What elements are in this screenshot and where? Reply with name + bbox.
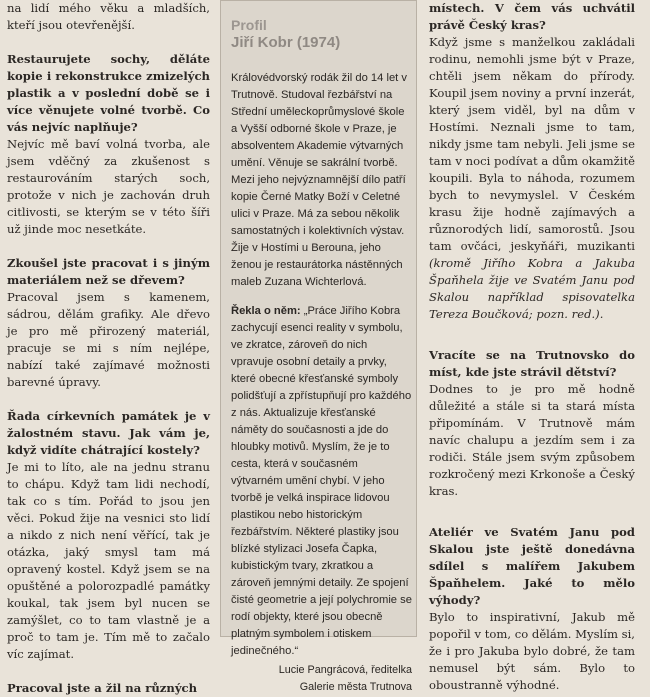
answer-4-text: Když jsme s manželkou zakládali rodinu, nemohli jsme být v Praze, chtěli jsem někam do přírody. Koupil jsem noviny a první inzerát, který jsem viděl, byl na dům v Hostími. Neznali jsme to tam, nikdy jsme tam nebyli. Jeli jsme se tam v noci podívat a dům okamžitě koupili. Byla to náhoda, rozumem bych to nevymyslel. V Českém krasu žije hodně zajímavých a různorodých lidí, samorostů. Jsou tam ovčáci, jeskyňáři, muzikanti bbox=[429, 35, 635, 253]
article-column-right bbox=[429, 0, 635, 692]
profile-bio: Královédvorský rodák žil do 14 let v Trutnově. Studoval řezbářství na Střední uměleckoprůmyslové škole a Vyšší odborné škole v Praze, je absolventem Akademie výtvarných umění. Věnuje se sakrální tvorbě. Mezi jeho nejvýznamnější dílo patří kopie Černé Matky Boží v Celetné ulici v Praze. Má za sebou několik samostatných i kolektivních výstav. Žije v Hostími u Berouna, jeho ženou je restaurátorka nástěnných maleb Zuzana Wichterlová. bbox=[231, 72, 407, 288]
profile-name: Jiří Kobr (1974) bbox=[231, 34, 341, 51]
question-1: Restaurujete sochy, děláte kopie i rekonstrukce zmizelých plastik a v poslední době se i více věnujete volné tvorbě. Co vás nejvíc naplňuje? bbox=[7, 52, 210, 134]
question-4: Pracoval jste a žil na různých bbox=[7, 681, 198, 695]
quote-label: Řekla o něm: bbox=[231, 305, 301, 317]
answer-6: Bylo to inspirativní, Jakub mě popořil v tom, co dělám. Myslím si, že i pro Jakuba bylo dobré, že tam nemusel být sám. Bylo to oboustranně výhodné. bbox=[429, 610, 635, 692]
question-5: Vracíte se na Trutnovsko do míst, kde jste strávil dětství? bbox=[429, 348, 635, 379]
article-column-left bbox=[7, 0, 210, 695]
question-2: Zkoušel jste pracovat i s jiným materiálem než se dřevem? bbox=[7, 256, 210, 287]
profile-quote bbox=[231, 303, 412, 660]
answer-5: Dodnes to je pro mě hodně důležité a stále si ta stará místa připomínám. V Trutnově mám navíc chalupu a jezdím sem i za rodiči. Stále jsem svým způsobem rozkročený mezi Krkonoše a Český kras. bbox=[429, 382, 635, 498]
question-3: Řada církevních památek je v žalostném stavu. Jak vám je, když vidíte chátrající kostely? bbox=[7, 409, 210, 457]
quote-text: „Práce Jiřího Kobra zachycují esenci reality v symbolu, ve zkratce, zároveň do nich vpravuje osobní detaily a prvky, které obecné křesťanské symboly polidšťují a zpřístupňují pro každého z nás. Aktualizuje křesťanské náměty do současnosti a jde do hloubky motivů. Myslím, že je to cesta, která v současném výtvarném umění chybí. V jeho tvorbě je velká inspirace lidovou plastikou nebo historickým řezbářstvím. Některé plastiky jsou blízké stylizaci Josefa Čapka, kubistickým tvary, zkratkou a zároveň jemnými detaily. Ze spojení čisté geometrie a její polychromie se rodí objekty, které jsou obecně platným symbolem i otiskem jedinečného.“ bbox=[231, 305, 412, 657]
answer-2: Pracoval jsem s kamenem, sádrou, dělám grafiky. Ale dřevo je pro mě přirozený materiál, pracuje se mi s ním nejlépe, nabízí také zajímavé možnosti barevné úpravy. bbox=[7, 290, 210, 389]
intro-text: na lidí mého věku a mladších, kteří jsou otevřenější. bbox=[7, 1, 210, 32]
quote-author: Lucie Pangrácová, ředitelka bbox=[278, 664, 412, 676]
profile-box bbox=[220, 0, 417, 693]
quote-author-org: Galerie města Trutnova bbox=[299, 681, 412, 693]
question-6: Ateliér ve Svatém Janu pod Skalou jste ještě donedávna sdílel s malířem Jakubem Špaňhelem. Jaké to mělo výhody? bbox=[429, 525, 635, 607]
profile-label: Profil bbox=[231, 17, 267, 33]
editor-note: (kromě Jiřího Kobra a Jakuba Špaňhela žije ve Svatém Janu pod Skalou například spisovatelka Tereza Boučková; pozn. red.). bbox=[429, 256, 635, 321]
answer-3: Je mi to líto, ale na jednu stranu to chápu. Když tam lidi nechodí, tak co s tím. Pořád to jsou jen věci. Pokud žije na vesnici sto lidí a nikdo z nich není věřící, tak je otázka, jaký smysl tam má opravený kostel. Když jsem se na opuštěné a polorozpadlé památky koukal, tak jsem byl nucen se zamýšlet, co to tam vlastně je a proč to tam je. Tím mě to začalo víc zajímat. bbox=[7, 460, 210, 661]
question-4-continued: místech. V čem vás uchvátil právě Český kras? bbox=[429, 1, 635, 32]
answer-4 bbox=[429, 34, 635, 323]
answer-1: Nejvíc mě baví volná tvorba, ale jsem vděčný za zkušenost s restaurováním starých soch, protože v nich je zachován druh citlivosti, se kterým se v této šíři už jinde moc nesetkáte. bbox=[7, 137, 210, 236]
